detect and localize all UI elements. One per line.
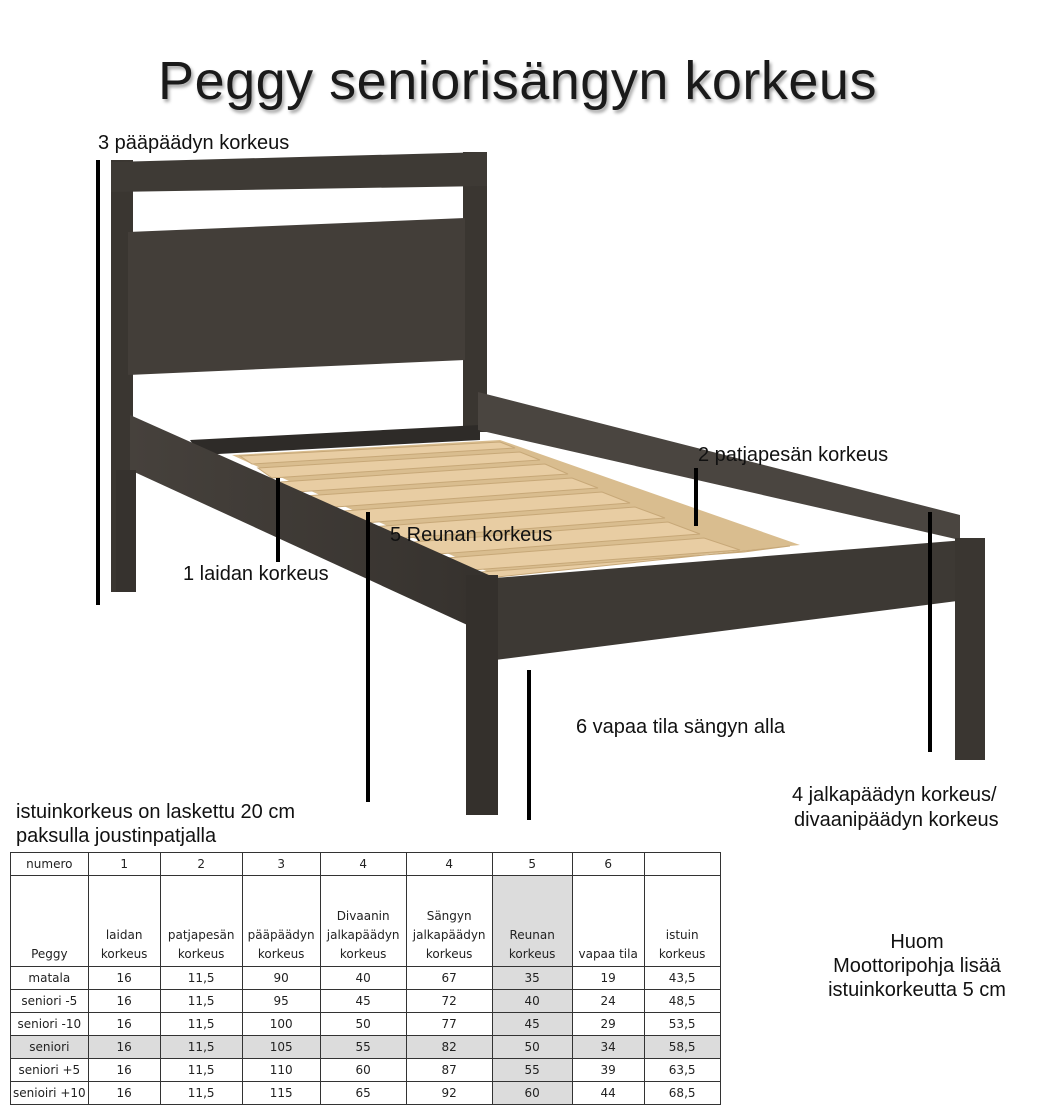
foot-left-post — [466, 575, 498, 815]
table-cell: 110 — [242, 1059, 320, 1082]
table-cell: 34 — [572, 1036, 644, 1059]
table-row — [11, 1036, 721, 1059]
motor-note-line2: Moottoripohja lisää — [833, 955, 1001, 977]
header-cell — [492, 876, 572, 967]
header-cell — [88, 876, 160, 967]
table-cell: 11,5 — [160, 1059, 242, 1082]
table-cell: 24 — [572, 990, 644, 1013]
seat-height-note-line2: paksulla joustinpatjalla — [16, 825, 217, 847]
headboard-top-rail — [111, 152, 487, 192]
table-cell: 16 — [88, 1059, 160, 1082]
header-cell — [320, 876, 406, 967]
marker-6 — [527, 670, 531, 820]
table-cell: 115 — [242, 1082, 320, 1105]
table-cell: 16 — [88, 1036, 160, 1059]
number-cell: 4 — [406, 853, 492, 876]
table-cell: 65 — [320, 1082, 406, 1105]
table-cell: 55 — [492, 1059, 572, 1082]
seat-height-note — [16, 800, 295, 848]
table-cell: 50 — [320, 1013, 406, 1036]
header-text: Divaanin — [336, 909, 390, 923]
table-cell: 16 — [88, 1013, 160, 1036]
motor-note-line3: istuinkorkeutta 5 cm — [828, 979, 1006, 1001]
number-cell: 2 — [160, 853, 242, 876]
header-cell — [644, 876, 720, 967]
label-mattress-height: 2 patjapesän korkeus — [698, 444, 889, 466]
table-cell: seniori -5 — [11, 990, 89, 1013]
table-cell: 55 — [320, 1036, 406, 1059]
label-edge-height: 5 Reunan korkeus — [390, 524, 553, 546]
table-cell: 100 — [242, 1013, 320, 1036]
header-text: istuin — [665, 928, 699, 942]
marker-1 — [276, 478, 280, 562]
table-cell: 44 — [572, 1082, 644, 1105]
motor-note — [792, 930, 1042, 1002]
header-cell — [406, 876, 492, 967]
number-cell: 4 — [320, 853, 406, 876]
header-text: jalkapäädyn — [412, 928, 486, 942]
header-text: Peggy — [31, 947, 68, 961]
header-text: korkeus — [257, 947, 305, 961]
table-cell: seniori — [11, 1036, 89, 1059]
table-row — [11, 1013, 721, 1036]
table-cell: 105 — [242, 1036, 320, 1059]
foot-right-post — [955, 538, 985, 760]
table-cell: 29 — [572, 1013, 644, 1036]
header-cell — [242, 876, 320, 967]
header-cell — [11, 876, 89, 967]
table-cell: 11,5 — [160, 1036, 242, 1059]
table-cell: 67 — [406, 967, 492, 990]
table-cell: 90 — [242, 967, 320, 990]
number-cell: 5 — [492, 853, 572, 876]
table-cell: 60 — [320, 1059, 406, 1082]
marker-4 — [928, 512, 932, 752]
header-text: korkeus — [100, 947, 148, 961]
header-text: Reunan — [509, 928, 555, 942]
marker-5 — [366, 512, 370, 802]
header-text: korkeus — [425, 947, 473, 961]
header-text: vapaa tila — [578, 947, 638, 961]
label-side-height: 1 laidan korkeus — [183, 563, 329, 585]
headboard-panel — [128, 218, 465, 375]
headboard-right-post — [463, 152, 487, 432]
number-cell — [644, 853, 720, 876]
header-text: patjapesän — [167, 928, 235, 942]
table-cell: 11,5 — [160, 1013, 242, 1036]
table-cell: 19 — [572, 967, 644, 990]
marker-2 — [694, 468, 698, 526]
table-cell: 48,5 — [644, 990, 720, 1013]
header-row — [11, 876, 721, 967]
table-cell: senioiri +10 — [11, 1082, 89, 1105]
seat-height-note-line1: istuinkorkeus on laskettu 20 cm — [16, 801, 296, 823]
table-cell: 39 — [572, 1059, 644, 1082]
table-cell: 35 — [492, 967, 572, 990]
table-cell: 11,5 — [160, 990, 242, 1013]
table-cell: 82 — [406, 1036, 492, 1059]
header-text: korkeus — [339, 947, 387, 961]
number-row — [11, 853, 721, 876]
table-cell: 45 — [492, 1013, 572, 1036]
motor-note-line1: Huom — [890, 931, 944, 953]
marker-3 — [96, 160, 100, 605]
table-cell: 63,5 — [644, 1059, 720, 1082]
table-cell: 16 — [88, 1082, 160, 1105]
header-text: jalkapäädyn — [326, 928, 400, 942]
table-cell: 92 — [406, 1082, 492, 1105]
header-cell — [160, 876, 242, 967]
number-cell: 3 — [242, 853, 320, 876]
number-cell: 6 — [572, 853, 644, 876]
table-cell: 77 — [406, 1013, 492, 1036]
label-footboard-height: 4 jalkapäädyn korkeus/ — [792, 784, 997, 806]
table-cell: seniori +5 — [11, 1059, 89, 1082]
height-table — [10, 852, 721, 1105]
header-text: korkeus — [658, 947, 706, 961]
table-cell: matala — [11, 967, 89, 990]
table-cell: 16 — [88, 990, 160, 1013]
table-cell: 87 — [406, 1059, 492, 1082]
table-cell: 16 — [88, 967, 160, 990]
table-cell: 68,5 — [644, 1082, 720, 1105]
label-divan-height: divaanipäädyn korkeus — [794, 809, 999, 831]
table-cell: 58,5 — [644, 1036, 720, 1059]
table-cell: 40 — [492, 990, 572, 1013]
page-title: Peggy seniorisängyn korkeus — [158, 51, 877, 111]
table-cell: 43,5 — [644, 967, 720, 990]
table-cell: 72 — [406, 990, 492, 1013]
table-row — [11, 967, 721, 990]
table-cell: 95 — [242, 990, 320, 1013]
head-left-leg — [116, 470, 136, 592]
table-cell: 11,5 — [160, 967, 242, 990]
number-cell: numero — [11, 853, 89, 876]
number-cell: 1 — [88, 853, 160, 876]
header-text: Sängyn — [426, 909, 472, 923]
table-cell: 50 — [492, 1036, 572, 1059]
table-cell: 60 — [492, 1082, 572, 1105]
header-text: pääpäädyn — [247, 928, 315, 942]
table-cell: 45 — [320, 990, 406, 1013]
header-text: laidan — [105, 928, 143, 942]
header-cell — [572, 876, 644, 967]
header-text: korkeus — [508, 947, 556, 961]
table-row — [11, 1082, 721, 1105]
label-headboard-height: 3 pääpäädyn korkeus — [98, 132, 290, 154]
header-text: korkeus — [177, 947, 225, 961]
table-cell: 11,5 — [160, 1082, 242, 1105]
label-free-space: 6 vapaa tila sängyn alla — [576, 716, 786, 738]
table-cell: seniori -10 — [11, 1013, 89, 1036]
table-cell: 53,5 — [644, 1013, 720, 1036]
table-cell: 40 — [320, 967, 406, 990]
table-row — [11, 990, 721, 1013]
table-row — [11, 1059, 721, 1082]
